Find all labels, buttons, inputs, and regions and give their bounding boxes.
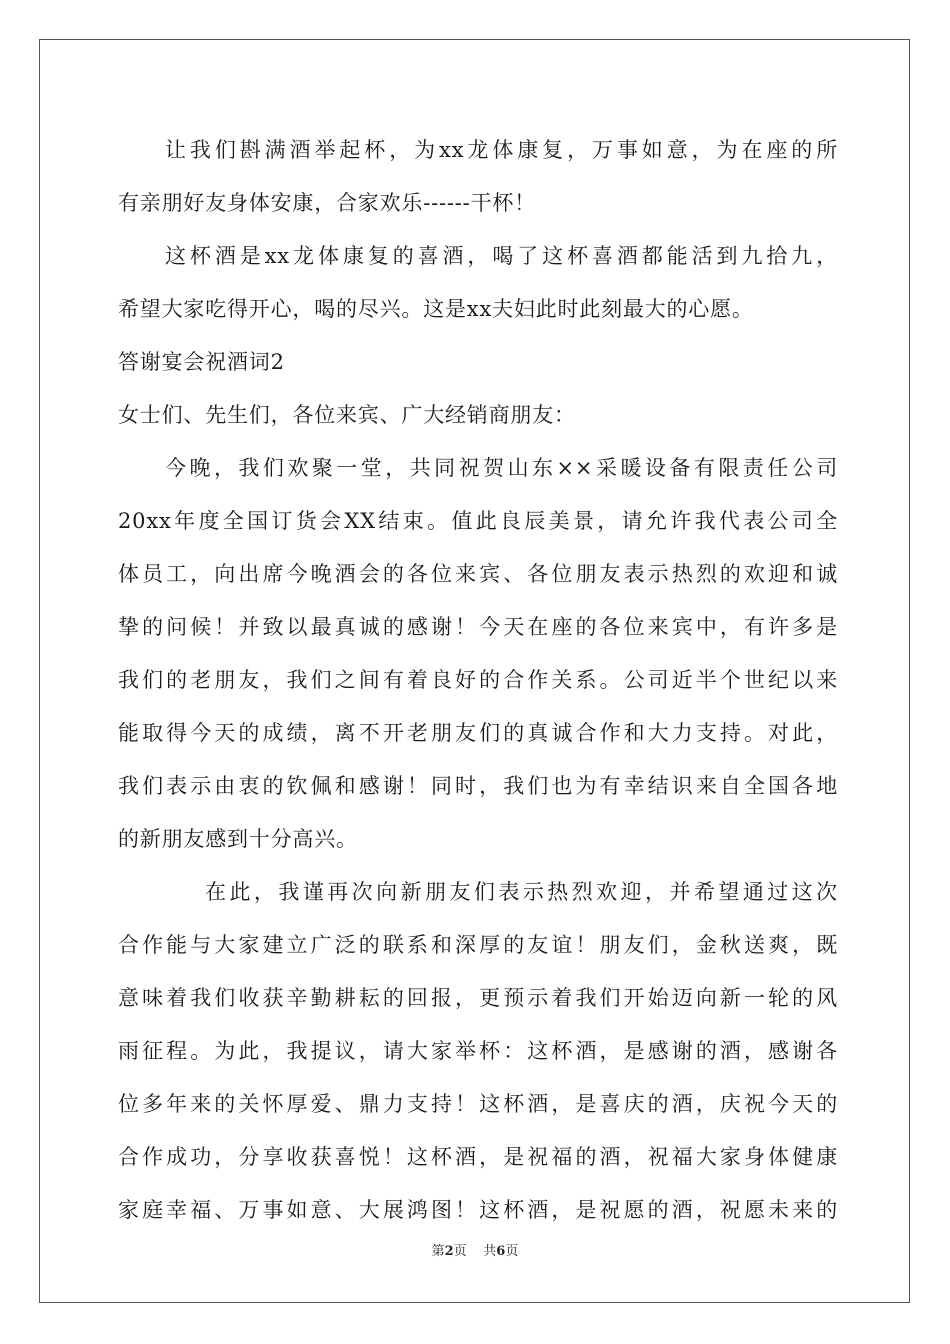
text-line: 在此，我谨再次向新朋友们表示热烈欢迎，并希望通过这次	[205, 880, 838, 904]
text-line: 让我们斟满酒举起杯，为xx龙体康复，万事如意，为在座的所	[165, 138, 838, 162]
total-prefix: 共	[483, 1244, 497, 1259]
text-line: 合作成功，分享收获喜悦！这杯酒，是祝福的酒，祝福大家身体健康	[118, 1145, 838, 1169]
text-line: 希望大家吃得开心，喝的尽兴。这是xx夫妇此时此刻最大的心愿。	[118, 297, 754, 321]
page-number: 2	[444, 1244, 454, 1259]
page-prefix: 第	[431, 1244, 445, 1259]
text-line: 家庭幸福、万事如意、大展鸿图！这杯酒，是祝愿的酒，祝愿未来的	[118, 1198, 838, 1222]
text-line: 这杯酒是xx龙体康复的喜酒，喝了这杯喜酒都能活到九拾九，	[165, 244, 838, 268]
text-line: 的新朋友感到十分高兴。	[118, 827, 358, 851]
page-suffix: 页	[453, 1244, 467, 1259]
text-line: 意味着我们收获辛勤耕耘的回报，更预示着我们开始迈向新一轮的风	[118, 986, 838, 1010]
text-line: 今晚，我们欢聚一堂，共同祝贺山东××采暖设备有限责任公司	[165, 456, 838, 480]
text-line: 挚的问候！并致以最真诚的感谢！今天在座的各位来宾中，有许多是	[118, 615, 838, 639]
text-line: 有亲朋好友身体安康，合家欢乐------干杯！	[118, 191, 536, 215]
text-line: 位多年来的关怀厚爱、鼎力支持！这杯酒，是喜庆的酒，庆祝今天的	[118, 1092, 838, 1116]
text-line: 合作能与大家建立广泛的联系和深厚的友谊！朋友们，金秋送爽，既	[118, 933, 838, 957]
text-line: 我们的老朋友，我们之间有着良好的合作关系。公司近半个世纪以来	[118, 668, 838, 692]
page-footer	[0, 1240, 950, 1259]
total-suffix: 页	[505, 1244, 519, 1259]
text-line: 雨征程。为此，我提议，请大家举杯：这杯酒，是感谢的酒，感谢各	[118, 1039, 838, 1063]
salutation: 女士们、先生们，各位来宾、广大经销商朋友：	[118, 403, 576, 427]
total-pages: 6	[496, 1244, 506, 1259]
document-body	[118, 128, 838, 1241]
section-heading: 答谢宴会祝酒词2	[118, 350, 285, 374]
text-line: 我们表示由衷的钦佩和感谢！同时，我们也为有幸结识来自全国各地	[118, 774, 838, 798]
text-line: 体员工，向出席今晚酒会的各位来宾、各位朋友表示热烈的欢迎和诚	[118, 562, 838, 586]
text-line: 能取得今天的成绩，离不开老朋友们的真诚合作和大力支持。对此，	[118, 721, 838, 745]
text-line: 20xx年度全国订货会XX结束。值此良辰美景，请允许我代表公司全	[118, 509, 838, 533]
